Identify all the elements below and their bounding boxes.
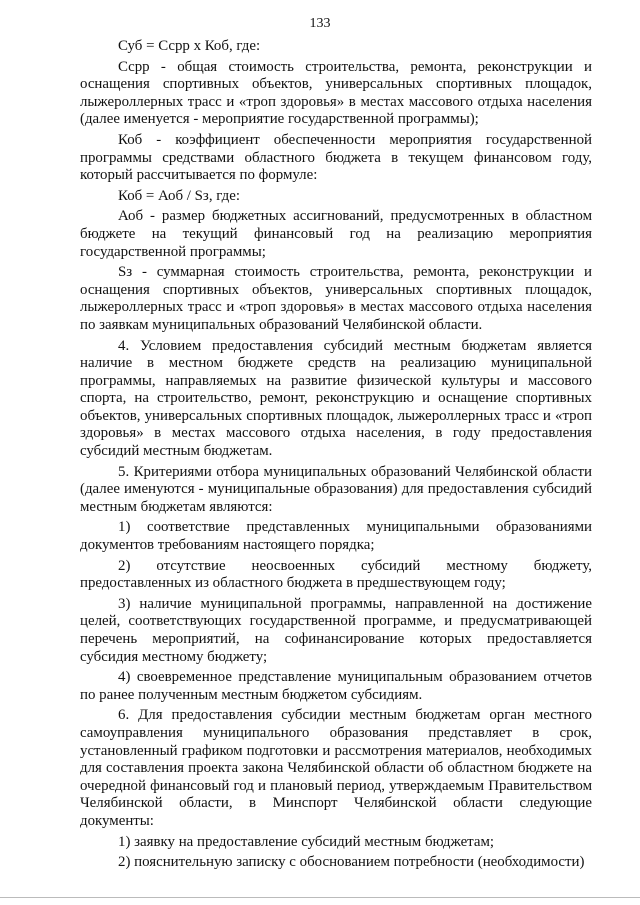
definition-ssrr: Ссрр - общая стоимость строительства, ремонта, реконструкции и оснащения спортивных объектов, универсальных спортивных площадок, лыжероллерных трасс и «троп здоровья» в местах массового отдыха населения (далее именуется - мероприятие государственной программы); xyxy=(80,58,592,128)
page-number: 133 xyxy=(309,16,331,31)
formula-kob: Коб = Аоб / Sз, где: xyxy=(118,187,240,204)
clause-5-item-3: 3) наличие муниципальной программы, направленной на достижение целей, соответствующих государственной программе, и предусматривающей перечень мероприятий, на софинансирование которых предоставляется субсидия местному бюджету; xyxy=(80,595,592,665)
clause-5-item-2: 2) отсутствие неосвоенных субсидий местному бюджету, предоставленных из областного бюджета в предшествующем году; xyxy=(80,557,592,592)
definition-kob: Коб - коэффициент обеспеченности мероприятия государственной программы средствами областного бюджета в текущем финансовом году, который рассчитывается по формуле: xyxy=(80,131,592,184)
clause-4: 4. Условием предоставления субсидий местным бюджетам является наличие в местном бюджете средств на реализацию муниципальной программы, направляемых на развитие физической культуры и массового спорта, на строительство, ремонт, реконструкцию и оснащение спортивных объектов, универсальных спортивных площадок, лыжероллерных трасс и «троп здоровья» в местах массового отдыха населения, в году предоставления субсидий местным бюджетам. xyxy=(80,337,592,460)
clause-6-item-2: 2) пояснительную записку с обоснованием потребности (необходимости) xyxy=(118,854,585,871)
formula-sub: Суб = Ссрр х Коб, где: xyxy=(118,38,261,54)
clause-5: 5. Критериями отбора муниципальных образований Челябинской области (далее именуются - муниципальные образования) для предоставления субсидий местным бюджетам являются: xyxy=(80,463,592,515)
clause-5-item-4: 4) своевременное представление муниципальным образованием отчетов по ранее полученным местным бюджетом субсидиям. xyxy=(80,669,592,703)
clause-5-item-1: 1) соответствие представленных муниципальными образованиями документов требованиям настоящего порядка; xyxy=(80,519,592,554)
clause-6: 6. Для предоставления субсидии местным бюджетам орган местного самоуправления муниципального образования представляет в срок, установленный графиком подготовки и рассмотрения материалов, необходимых для составления проекта закона Челябинской области об областном бюджете на очередной финансовый год и плановый период, утверждаемым Правительством Челябинской области, в Минспорт Челябинской области следующие документы: xyxy=(80,707,592,829)
definition-aob: Аоб - размер бюджетных ассигнований, предусмотренных в областном бюджете на текущий финансовый год на реализацию мероприятия государственной программы; xyxy=(80,208,592,260)
definition-sz: Sз - суммарная стоимость строительства, ремонта, реконструкции и оснащения спортивных объектов, универсальных спортивных площадок, лыжероллерных трасс и «троп здоровья» в местах массового отдыха населения по заявкам муниципальных образований Челябинской области. xyxy=(80,264,592,333)
clause-6-item-1: 1) заявку на предоставление субсидий местным бюджетам; xyxy=(118,833,495,850)
scan-edge-divider xyxy=(0,897,640,898)
document-body xyxy=(80,38,592,875)
